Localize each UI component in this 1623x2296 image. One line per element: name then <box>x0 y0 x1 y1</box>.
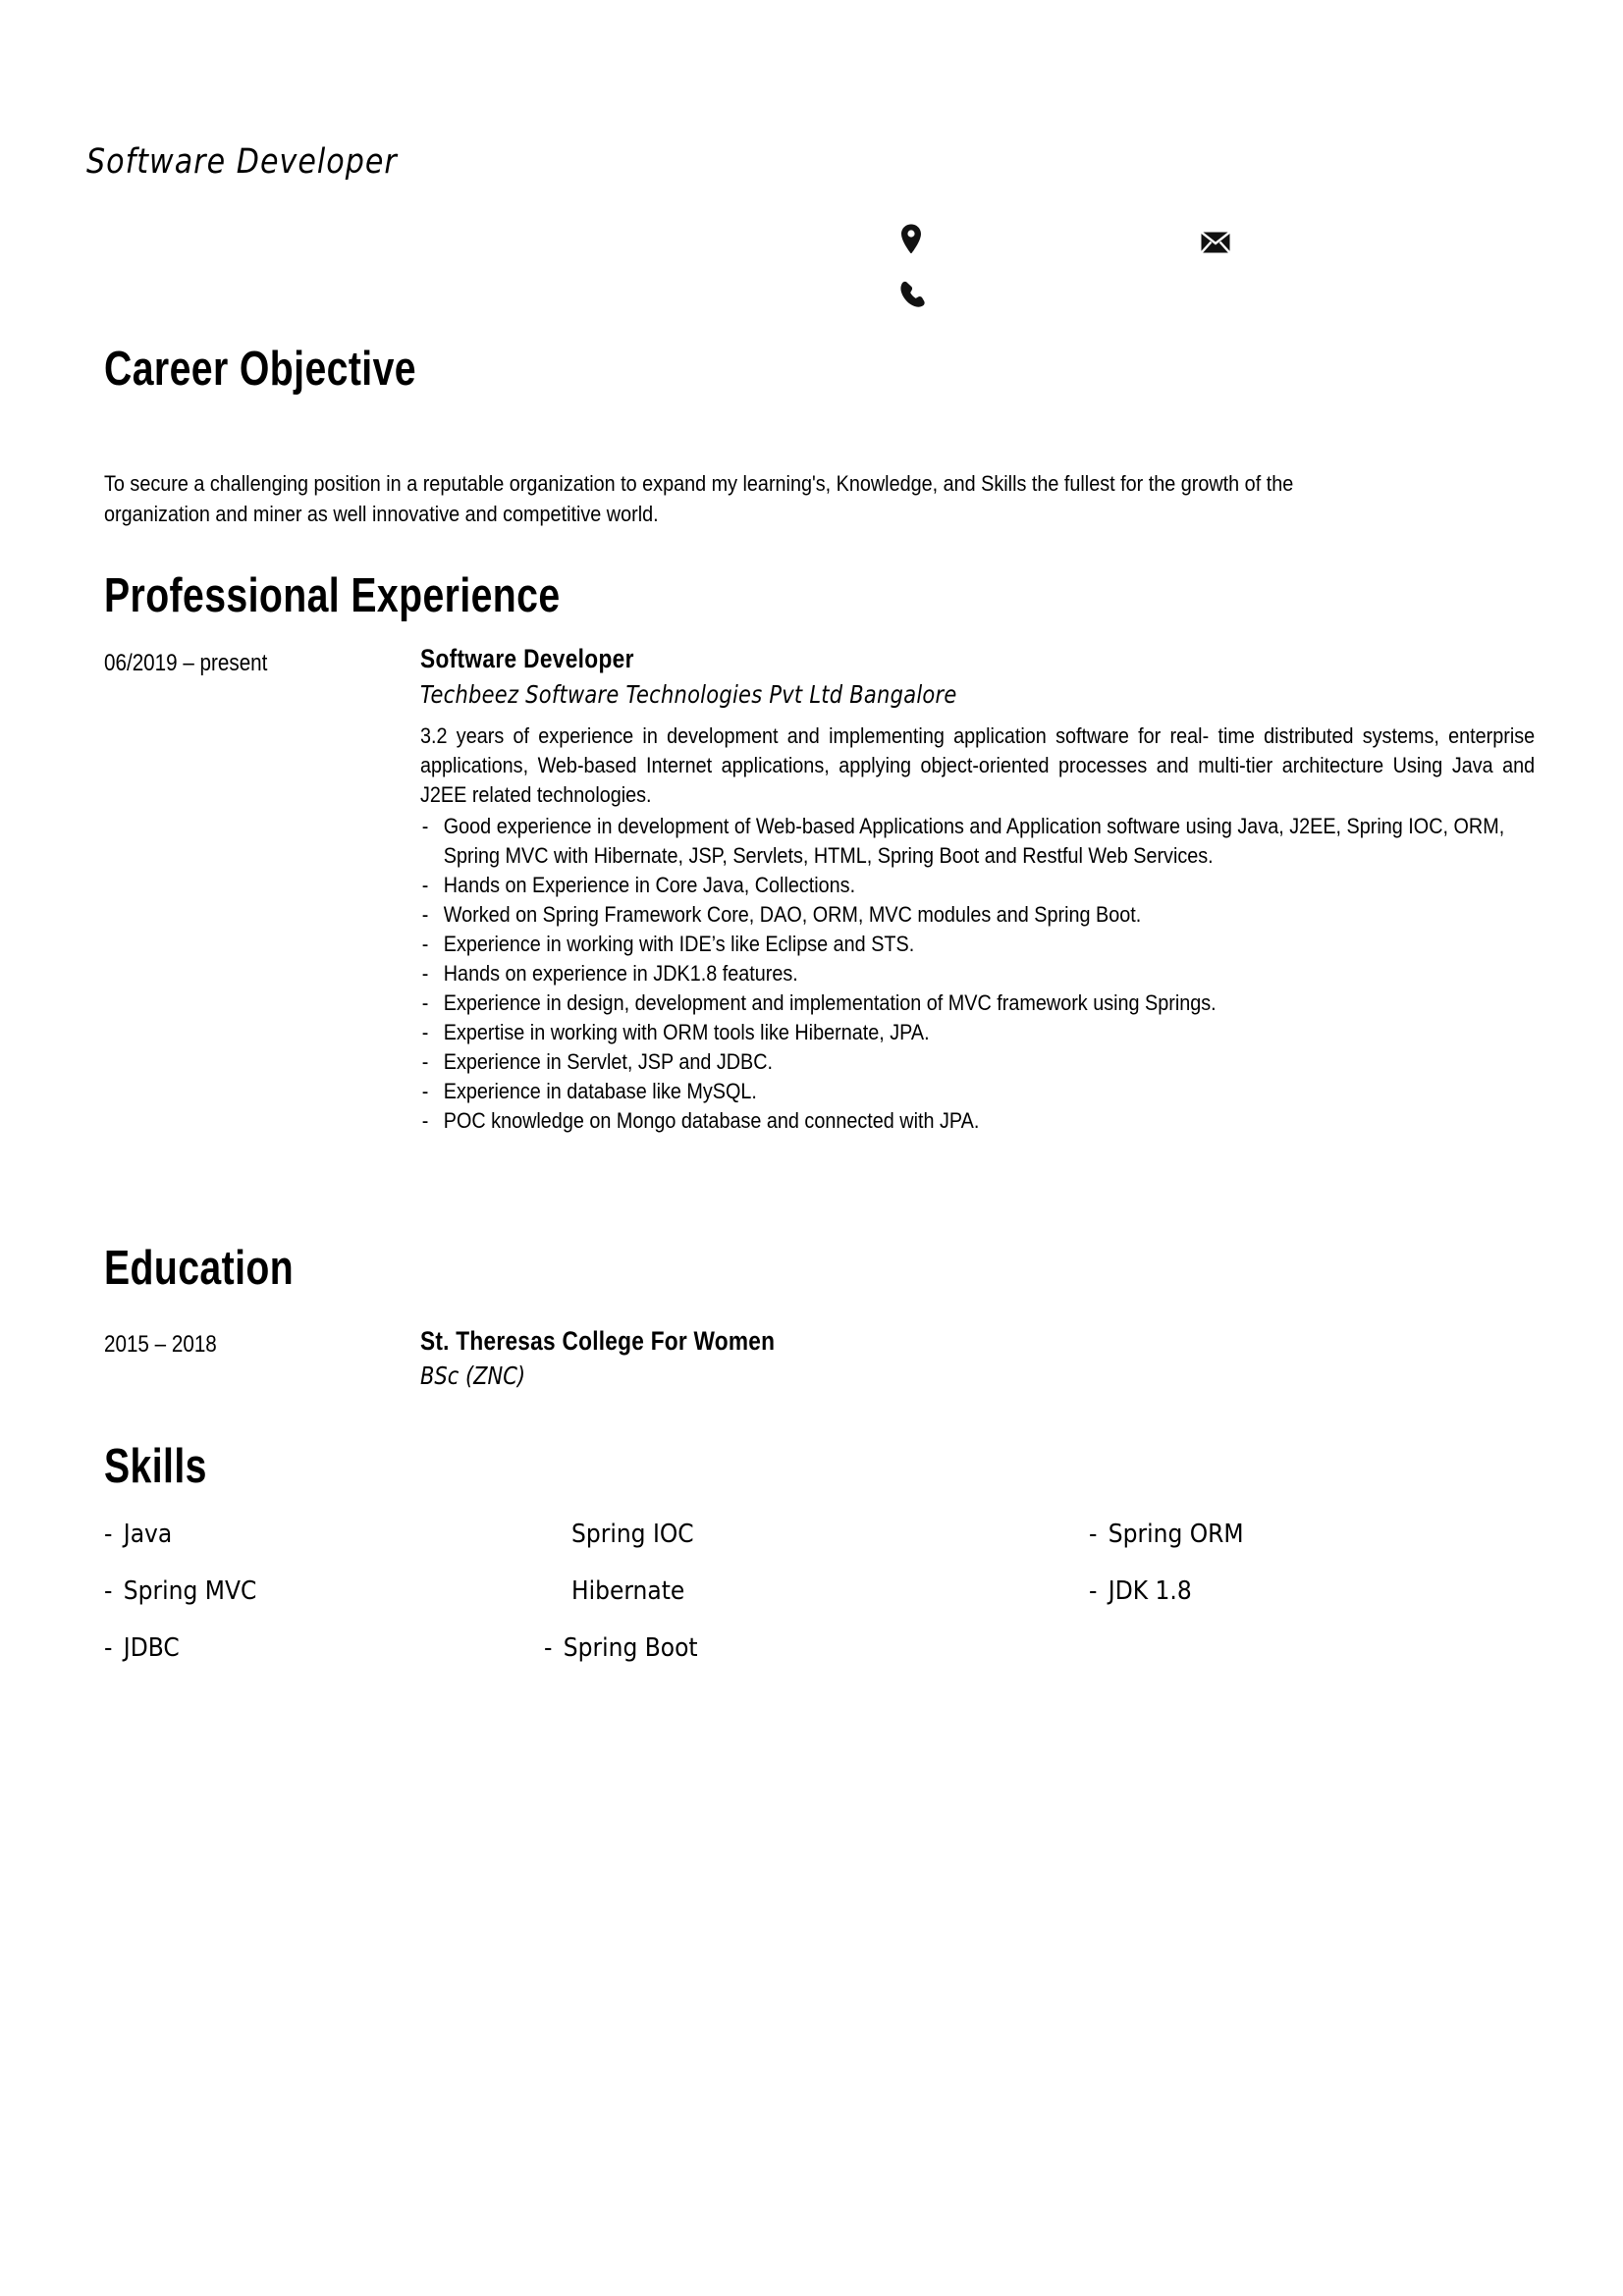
skill-label: JDBC <box>123 1633 180 1663</box>
experience-summary: 3.2 years of experience in development and implementing application software for real- time distributed systems, enterprise applications, Web-based Internet applications, applying object-oriented processes and multi-tier architecture Using Java and J2EE related technologies. <box>420 723 1536 807</box>
list-item-text: Hands on experience in JDK1.8 features. <box>443 961 798 986</box>
skill-item <box>104 1520 172 1549</box>
skill-item <box>544 1633 698 1663</box>
bullet-marker: - <box>1089 1576 1098 1606</box>
experience-company: Techbeez Software Technologies Pvt Ltd Bangalore <box>420 680 957 709</box>
list-item-text: POC knowledge on Mongo database and connected with JPA. <box>443 1108 980 1133</box>
experience-bullet-list <box>420 812 1623 1136</box>
list-item <box>420 1106 1535 1136</box>
envelope-icon <box>1201 232 1230 253</box>
skill-item <box>571 1576 684 1606</box>
skill-label: Spring MVC <box>123 1576 257 1606</box>
bullet-marker: - <box>421 961 429 986</box>
page-title: Software Developer <box>86 142 398 182</box>
bullet-marker: - <box>421 902 429 927</box>
bullet-marker: - <box>421 932 429 956</box>
list-item-text: Good experience in development of Web-based Applications and Application software using Java, J2EE, Spring IOC, ORM, Spring MVC with Hibernate, JSP, Servlets, HTML, Spring Boot and Restful Web Services. <box>443 814 1505 868</box>
experience-dates: 06/2019 – present <box>104 650 268 676</box>
career-objective-text: To secure a challenging position in a reputable organization to expand my learning's, Knowledge, and Skills the fullest for the growth of the organization and miner as well innovative and competitive world. <box>104 471 1294 526</box>
bullet-marker: - <box>104 1576 113 1606</box>
bullet-marker: - <box>421 873 429 897</box>
list-item <box>420 959 1535 988</box>
experience-job-title: Software Developer <box>420 644 634 673</box>
list-item <box>420 1047 1535 1077</box>
career-objective-body <box>104 468 1361 529</box>
skill-label: JDK 1.8 <box>1108 1576 1192 1606</box>
bullet-marker: - <box>421 814 429 838</box>
contact-icon-group <box>889 224 1497 317</box>
list-item-text: Experience in database like MySQL. <box>443 1079 757 1103</box>
skill-item <box>1089 1520 1244 1549</box>
education-entry <box>104 1325 1538 1393</box>
education-school: St. Theresas College For Women <box>420 1326 776 1356</box>
list-item <box>420 871 1535 900</box>
list-item-text: Expertise in working with ORM tools like Hibernate, JPA. <box>443 1020 930 1044</box>
skill-label: Spring Boot <box>563 1633 698 1663</box>
skill-label: Spring IOC <box>571 1520 694 1549</box>
list-item-text: Worked on Spring Framework Core, DAO, ORM, MVC modules and Spring Boot. <box>443 902 1142 927</box>
bullet-marker: - <box>421 1108 429 1133</box>
list-item-text: Experience in Servlet, JSP and JDBC. <box>443 1049 774 1074</box>
bullet-marker: - <box>421 1020 429 1044</box>
bullet-marker: - <box>544 1633 553 1663</box>
skill-label: Spring ORM <box>1108 1520 1244 1549</box>
list-item-text: Hands on Experience in Core Java, Collections. <box>443 873 856 897</box>
list-item <box>420 988 1535 1018</box>
skill-item <box>571 1520 694 1549</box>
skill-item <box>104 1633 180 1663</box>
education-details <box>420 1325 1538 1393</box>
list-item <box>420 900 1535 930</box>
skill-item <box>104 1576 256 1606</box>
phone-icon <box>900 281 926 307</box>
bullet-marker: - <box>104 1633 113 1663</box>
list-item <box>420 812 1535 871</box>
list-item <box>420 1077 1535 1106</box>
location-pin-icon <box>900 224 922 253</box>
skills-list <box>104 1520 1538 1696</box>
bullet-marker: - <box>1089 1520 1098 1549</box>
list-item <box>420 930 1535 959</box>
resume-header <box>0 0 1623 196</box>
experience-entry <box>104 643 1538 1136</box>
bullet-marker: - <box>421 1079 429 1103</box>
bullet-marker: - <box>104 1520 113 1549</box>
list-item-text: Experience in design, development and implementation of MVC framework using Springs. <box>443 990 1217 1015</box>
experience-details <box>420 643 1538 1136</box>
list-item-text: Experience in working with IDE’s like Eclipse and STS. <box>443 932 915 956</box>
skill-label: Java <box>123 1520 173 1549</box>
skill-item <box>1089 1576 1192 1606</box>
education-degree: BSc (ZNC) <box>420 1362 526 1390</box>
section-heading-skills: Skills <box>104 1440 207 1493</box>
section-heading-education: Education <box>104 1242 295 1295</box>
bullet-marker: - <box>421 990 429 1015</box>
bullet-marker: - <box>421 1049 429 1074</box>
skill-label: Hibernate <box>571 1576 685 1606</box>
section-heading-professional-experience: Professional Experience <box>104 569 561 622</box>
list-item <box>420 1018 1535 1047</box>
education-dates: 2015 – 2018 <box>104 1331 217 1358</box>
section-heading-career-objective: Career Objective <box>104 343 416 396</box>
